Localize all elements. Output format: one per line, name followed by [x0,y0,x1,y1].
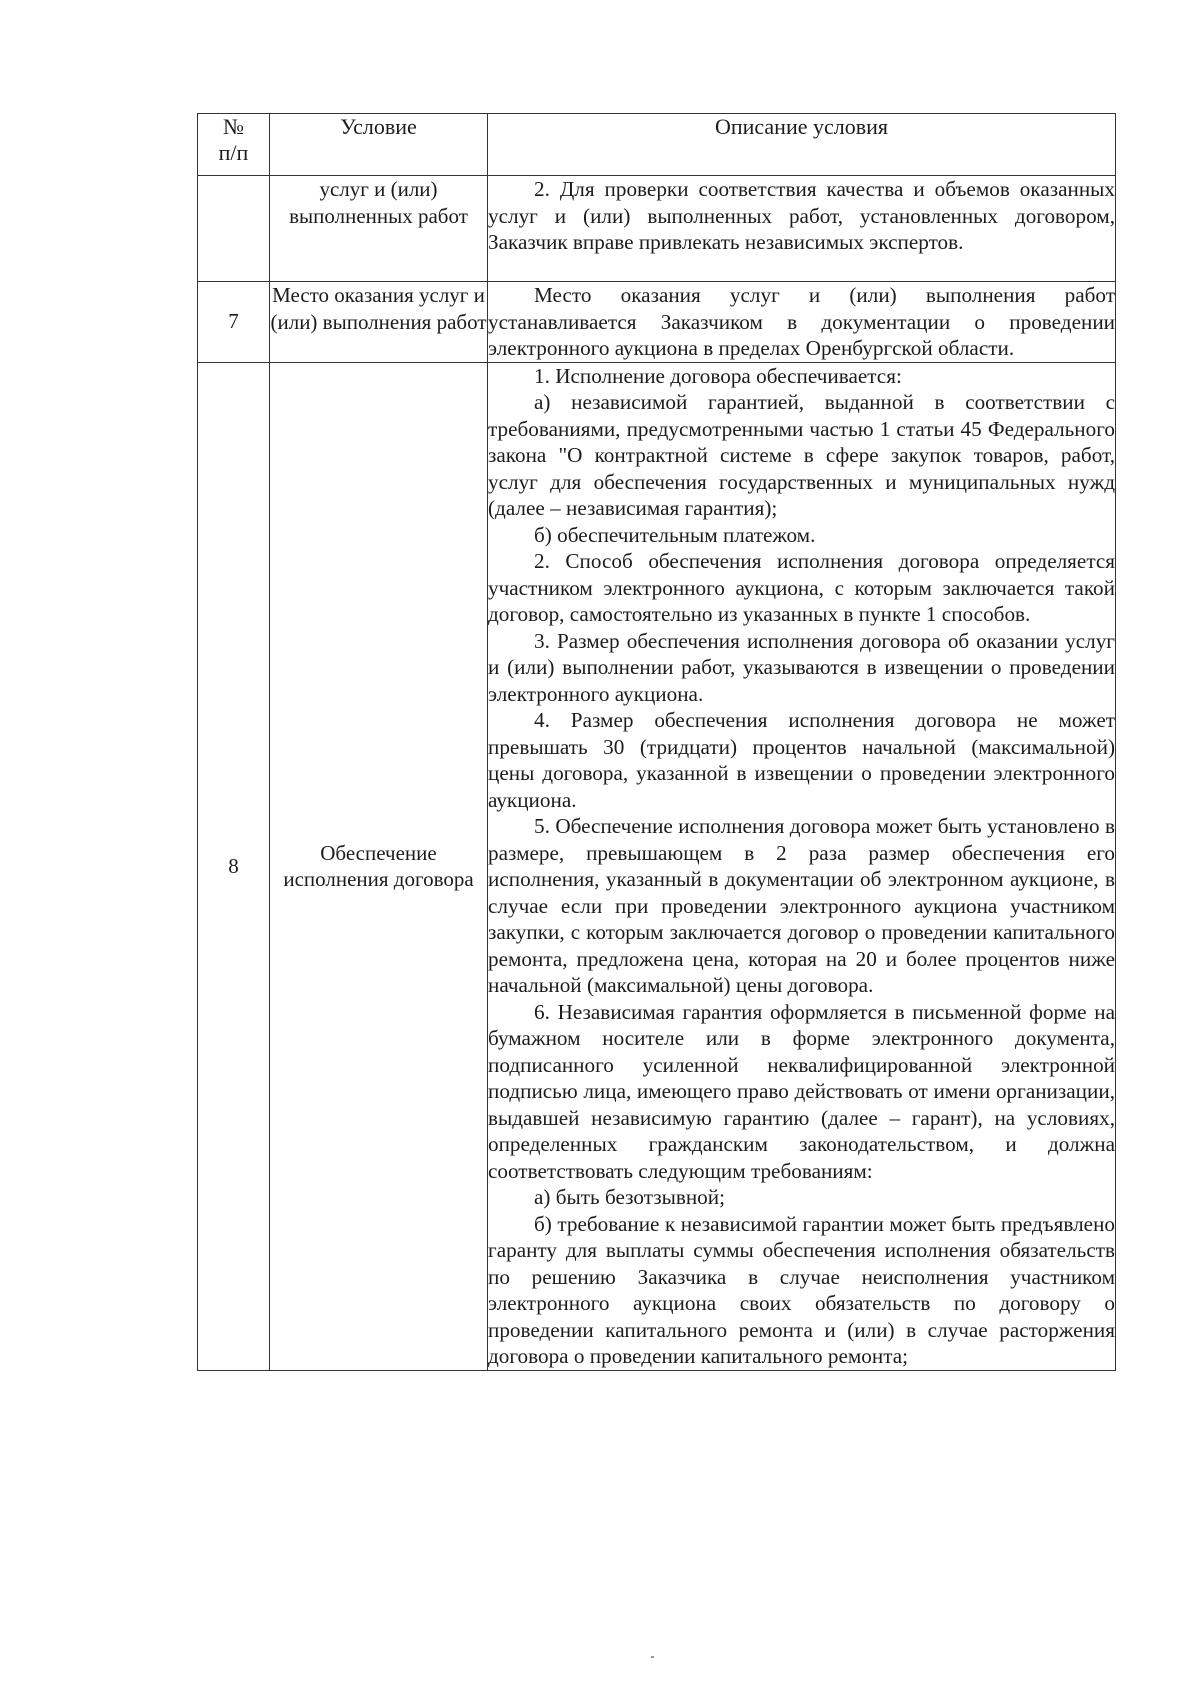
header-number: № п/п [198,114,270,176]
row-condition: Место оказания услуг и (или) выполнения работ [270,282,488,363]
row-description [488,362,1116,1370]
table-row [198,282,1116,363]
row-condition: услуг и (или) выполненных работ [270,176,488,282]
description-paragraph: а) быть безотзывной; [534,1185,725,1209]
description-paragraph: 1. Исполнение договора обеспечивается: [534,363,902,388]
description-paragraph: 4. Размер обеспечения исполнения договора не может превышать 30 (тридцати) процентов начальной (максимальной) цены договора, указанной в извещении о проведении электронного аукциона. [488,708,1115,812]
description-paragraph: 5. Обеспечение исполнения договора может быть установлено в размере, превышающем в 2 раза размер обеспечения его исполнения, указанный в документации об электронном аукционе, в случае если при проведении электронного аукциона участником закупки, с которым заключается договор о проведении капитального ремонта, предложена цена, которая на 20 и более процентов ниже начальной (максимальной) цены договора. [488,814,1115,997]
row-number: 8 [198,362,270,1370]
row-condition: Обеспечение исполнения договора [270,362,488,1370]
table-header-row [198,114,1116,176]
scan-speck [651,1656,654,1658]
description-paragraph: 6. Независимая гарантия оформляется в письменной форме на бумажном носителе или в форме электронного документа, подписанного усиленной неквалифицированной электронной подписью лица, имеющего право действовать от имени организации, выдавшей независимую гарантию (далее – гарант), на условиях, определенных гражданским законодательством, и должна соответствовать следующим требованиям: [488,999,1115,1183]
table-row [198,362,1116,1370]
row-number [198,176,270,282]
row-description [488,176,1116,282]
description-paragraph: б) требование к независимой гарантии может быть предъявлено гаранту для выплаты суммы обеспечения исполнения обязательств по решению Заказчика в случае неисполнения участником электронного аукциона своих обязательств по договору о проведении капитального ремонта и (или) в случае расторжения договора о проведении капитального ремонта; [488,1211,1115,1368]
row-description [488,282,1116,363]
table-row [198,176,1116,282]
description-paragraph: а) независимой гарантией, выданной в соответствии с требованиями, предусмотренными частью 1 статьи 45 Федерального закона "О контрактной системе в сфере закупок товаров, работ, услуг для обеспечения государственных и муниципальных нужд (далее – независимая гарантия); [488,390,1115,520]
description-paragraph: 2. Для проверки соответствия качества и объемов оказанных услуг и (или) выполненных работ, установленных договором, Заказчик вправе привлекать независимых экспертов. [488,177,1115,254]
header-condition: Условие [270,114,488,176]
description-paragraph: 3. Размер обеспечения исполнения договора об оказании услуг и (или) выполнении работ, указываются в извещении о проведении электронного аукциона. [488,628,1115,706]
header-description: Описание условия [488,114,1116,176]
row-number: 7 [198,282,270,363]
description-paragraph: б) обеспечительным платежом. [534,522,816,547]
description-paragraph: 2. Способ обеспечения исполнения договора определяется участником электронного аукциона, с которым заключается такой договор, самостоятельно из указанных в пункте 1 способов. [488,549,1115,626]
conditions-table [197,113,1116,1371]
description-paragraph: Место оказания услуг и (или) выполнения работ устанавливается Заказчиком в документации о проведении электронного аукциона в пределах Оренбургской области. [488,283,1115,360]
